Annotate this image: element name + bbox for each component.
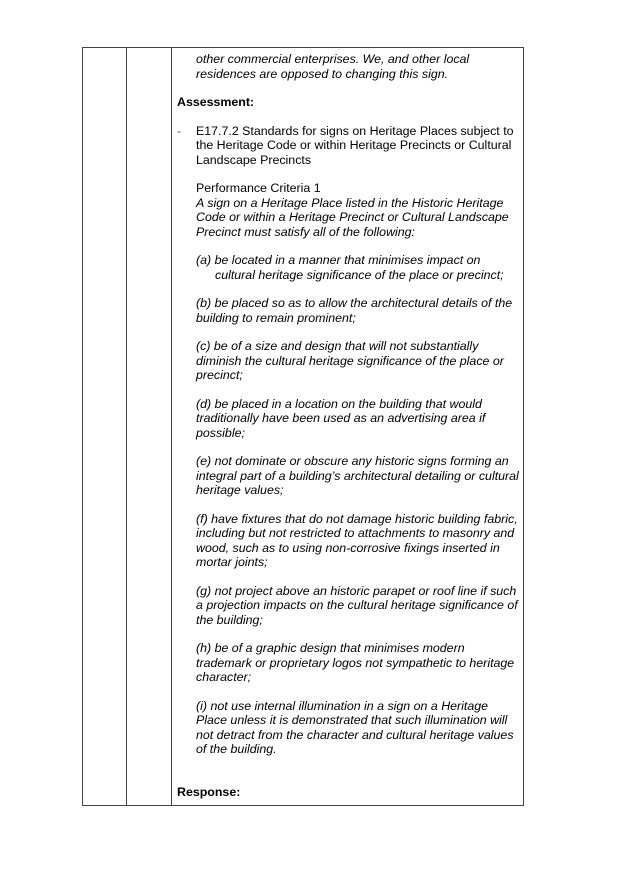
document-table bbox=[82, 47, 524, 806]
criterion-b: (b) be placed so as to allow the architectural details of the building to remain prominent; bbox=[196, 296, 513, 325]
criterion-f: (f) have fixtures that do not damage historic building fabric, including but not restricted to attachments to masonry and wood, such as to using non-corrosive fixings inserted in mortar joints; bbox=[196, 511, 518, 569]
column-divider-1 bbox=[126, 48, 127, 805]
criterion-h: (h) be of a graphic design that minimises modern trademark or proprietary logos not sympathetic to heritage character; bbox=[196, 641, 515, 684]
table-cell-content bbox=[177, 52, 521, 799]
standard-title: E17.7.2 Standards for signs on Heritage Places subject to the Heritage Code or within Heritage Precincts or Cultural Landscape Precincts bbox=[196, 123, 514, 167]
assessment-heading: Assessment: bbox=[177, 95, 255, 109]
performance-criteria-text: A sign on a Heritage Place listed in the Historic Heritage Code or within a Heritage Precinct or Cultural Landscape Precinct must satisfy all of the following: bbox=[196, 195, 509, 239]
bullet-dash-icon: - bbox=[177, 123, 182, 138]
criterion-a: (a) be located in a manner that minimises impact on cultural heritage significance of the place or precinct; bbox=[196, 253, 504, 282]
criterion-c: (c) be of a size and design that will not substantially diminish the cultural heritage significance of the place or precinct; bbox=[196, 339, 504, 382]
intro-text: other commercial enterprises. We, and other local residences are opposed to changing this sign. bbox=[196, 52, 470, 81]
criterion-g: (g) not project above an historic parapet or roof line if such a projection impacts on the cultural heritage significance of the building; bbox=[196, 583, 518, 627]
column-divider-2 bbox=[171, 48, 172, 805]
performance-criteria-title: Performance Criteria 1 bbox=[196, 181, 321, 195]
criterion-d: (d) be placed in a location on the building that would traditionally have been used as an advertising area if possible; bbox=[196, 396, 486, 440]
criterion-e: (e) not dominate or obscure any historic signs forming an integral part of a building’s architectural detailing or cultural heritage values; bbox=[196, 454, 519, 497]
standard-bullet-item bbox=[177, 124, 521, 757]
criterion-i: (i) not use internal illumination in a sign on a Heritage Place unless it is demonstrated that such illumination will not detract from the character and cultural heritage values of the building. bbox=[196, 698, 514, 756]
response-heading: Response: bbox=[177, 784, 241, 799]
